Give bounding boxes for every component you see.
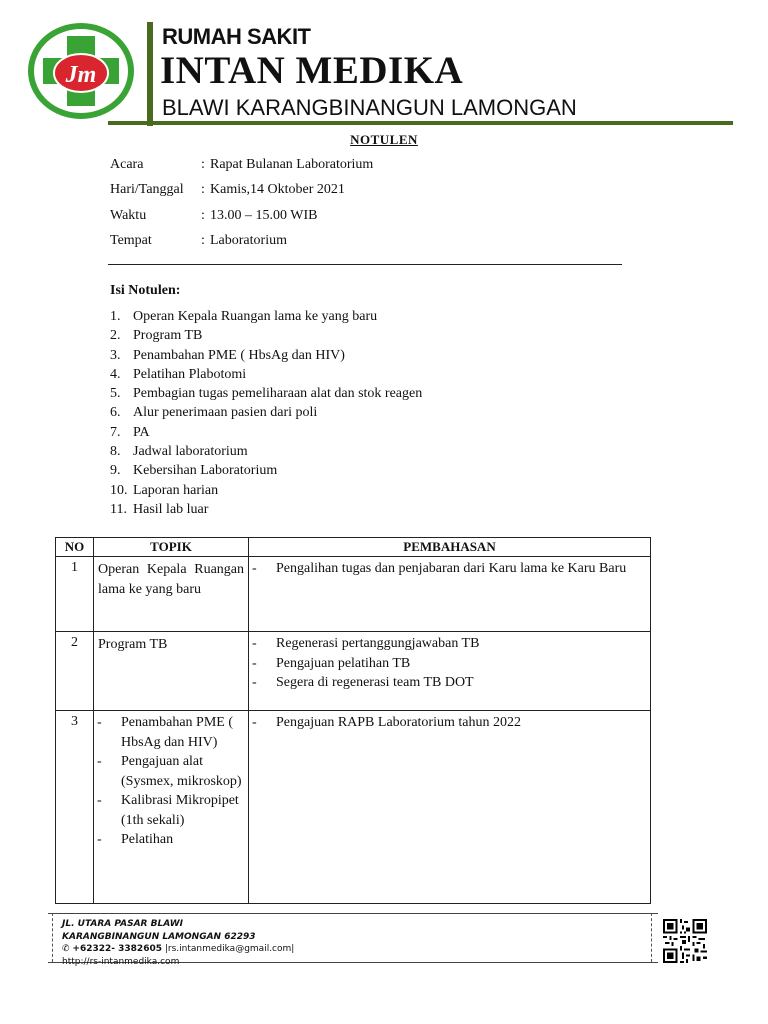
table-header-row — [56, 538, 651, 557]
list-item — [110, 423, 530, 442]
agenda-list — [110, 307, 530, 519]
document-title: NOTULEN — [350, 132, 418, 147]
address-line-2: KARANGBINANGUN LAMONGAN 62293 — [62, 931, 256, 942]
footer-address — [62, 918, 294, 968]
discussion-cell — [249, 632, 651, 711]
item-number: 4. — [110, 366, 121, 382]
topic-item — [94, 713, 244, 752]
separator-rule — [108, 264, 622, 265]
item-number: 6. — [110, 405, 121, 421]
item-number: 10. — [110, 482, 128, 498]
info-value: Laboratorium — [210, 233, 287, 248]
discussion-item — [249, 673, 646, 693]
topic-cell — [94, 632, 249, 711]
hospital-logo — [27, 22, 135, 120]
info-label: Tempat — [110, 233, 152, 248]
topic-item — [94, 791, 244, 830]
discussion-item — [249, 559, 646, 579]
footer-left-border — [52, 913, 53, 962]
info-value: Rapat Bulanan Laboratorium — [210, 157, 374, 172]
list-item — [110, 326, 530, 345]
item-text: Operan Kepala Ruangan lama ke yang baru — [133, 309, 378, 324]
list-item — [110, 307, 530, 326]
separator: | — [291, 944, 295, 954]
topic-cell — [94, 711, 249, 904]
topic-text: Program TB — [98, 637, 168, 652]
address-line-1: JL. UTARA PASAR BLAWI — [62, 919, 183, 929]
header-horizontal-bar — [108, 121, 733, 125]
item-text: Kebersihan Laboratorium — [133, 463, 278, 479]
table-row — [56, 632, 651, 711]
info-value: 13.00 – 15.00 WIB — [210, 208, 318, 223]
bullet-dash: - — [97, 715, 102, 730]
qr-code-icon — [663, 919, 707, 963]
item-text: Hasil lab luar — [133, 501, 209, 517]
topic-item — [94, 752, 244, 791]
info-colon: : — [201, 233, 205, 248]
discussion-item — [249, 654, 646, 674]
list-item — [110, 384, 530, 403]
info-colon: : — [201, 182, 205, 197]
email-link[interactable]: rs.intanmedika@gmail.com — [167, 944, 292, 954]
item-number: 9. — [110, 463, 121, 479]
section-title: Isi Notulen: — [110, 283, 181, 298]
item-number: 3. — [110, 347, 121, 363]
bullet-dash: - — [252, 715, 257, 730]
list-item — [110, 500, 530, 519]
item-number: 11. — [110, 501, 127, 517]
minutes-table — [55, 537, 651, 904]
table-row — [56, 711, 651, 904]
bullet-dash: - — [252, 561, 257, 576]
header-pembahasan: PEMBAHASAN — [249, 538, 651, 557]
footer-right-border — [651, 913, 652, 962]
bullet-dash: - — [252, 655, 257, 671]
header-vertical-bar — [147, 22, 153, 126]
topic-item-text: Penambahan PME ( HbsAg dan HIV) — [121, 715, 233, 750]
bullet-dash: - — [252, 675, 257, 690]
logo-monogram: Jm — [65, 62, 97, 88]
topic-item-text: Pengajuan alat (Sysmex, mikroskop) — [121, 754, 242, 789]
list-item — [110, 365, 530, 384]
item-text: PA — [133, 424, 150, 440]
item-number: 5. — [110, 386, 121, 402]
list-item — [110, 481, 530, 500]
discussion-cell — [249, 711, 651, 904]
list-item — [110, 403, 530, 422]
bullet-dash: - — [97, 832, 102, 847]
item-text: Penambahan PME ( HbsAg dan HIV) — [133, 347, 345, 363]
website-link[interactable]: http://rs-intanmedika.com — [62, 956, 180, 967]
info-value: Kamis,14 Oktober 2021 — [210, 182, 345, 197]
info-colon: : — [201, 208, 205, 223]
discussion-text: Pengajuan RAPB Laboratorium tahun 2022 — [276, 715, 521, 730]
footer-top-line — [48, 913, 658, 914]
discussion-text: Pengajuan pelatihan TB — [276, 655, 411, 671]
item-text: Alur penerimaan pasien dari poli — [133, 405, 318, 421]
hospital-location: BLAWI KARANGBINANGUN LAMONGAN — [162, 95, 577, 120]
discussion-item — [249, 713, 646, 733]
hospital-type: RUMAH SAKIT — [162, 24, 311, 49]
topic-item-text: Pelatihan — [121, 832, 174, 847]
phone-number: +62322- 3382605 — [72, 944, 162, 954]
item-number: 1. — [110, 309, 121, 324]
info-label: Acara — [110, 157, 144, 172]
header-no: NO — [56, 538, 94, 557]
contact-line — [62, 943, 294, 956]
phone-icon: ✆ — [62, 944, 70, 954]
discussion-text: Regenerasi pertanggungjawaban TB — [276, 636, 480, 651]
bullet-dash: - — [97, 793, 102, 808]
row-number: 2 — [56, 632, 94, 711]
info-colon: : — [201, 157, 205, 172]
info-label: Waktu — [110, 208, 147, 223]
topic-item — [94, 830, 244, 850]
item-number: 7. — [110, 424, 121, 440]
item-number: 8. — [110, 444, 121, 460]
list-item — [110, 346, 530, 365]
header-topik: TOPIK — [94, 538, 249, 557]
item-text: Laporan harian — [133, 482, 219, 498]
item-text: Pelatihan Plabotomi — [133, 366, 247, 382]
info-label: Hari/Tanggal — [110, 182, 184, 197]
hospital-name: INTAN MEDIKA — [160, 49, 464, 92]
topic-item-text: Kalibrasi Mikropipet (1th sekali) — [121, 793, 239, 828]
topic-cell — [94, 557, 249, 632]
list-item — [110, 461, 530, 480]
bullet-dash: - — [252, 636, 257, 651]
discussion-cell — [249, 557, 651, 632]
item-text: Program TB — [133, 328, 203, 344]
item-text: Pembagian tugas pemeliharaan alat dan stok reagen — [133, 386, 423, 402]
item-text: Jadwal laboratorium — [133, 444, 248, 460]
separator: | — [164, 944, 168, 954]
discussion-text: Pengalihan tugas dan penjabaran dari Karu lama ke Karu Baru — [276, 561, 627, 576]
item-number: 2. — [110, 328, 121, 344]
bullet-dash: - — [97, 754, 102, 769]
discussion-text: Segera di regenerasi team TB DOT — [276, 675, 474, 690]
list-item — [110, 442, 530, 461]
row-number: 3 — [56, 711, 94, 904]
row-number: 1 — [56, 557, 94, 632]
topic-text: Operan Kepala Ruangan lama ke yang baru — [98, 562, 244, 597]
table-row — [56, 557, 651, 632]
discussion-item — [249, 634, 646, 654]
